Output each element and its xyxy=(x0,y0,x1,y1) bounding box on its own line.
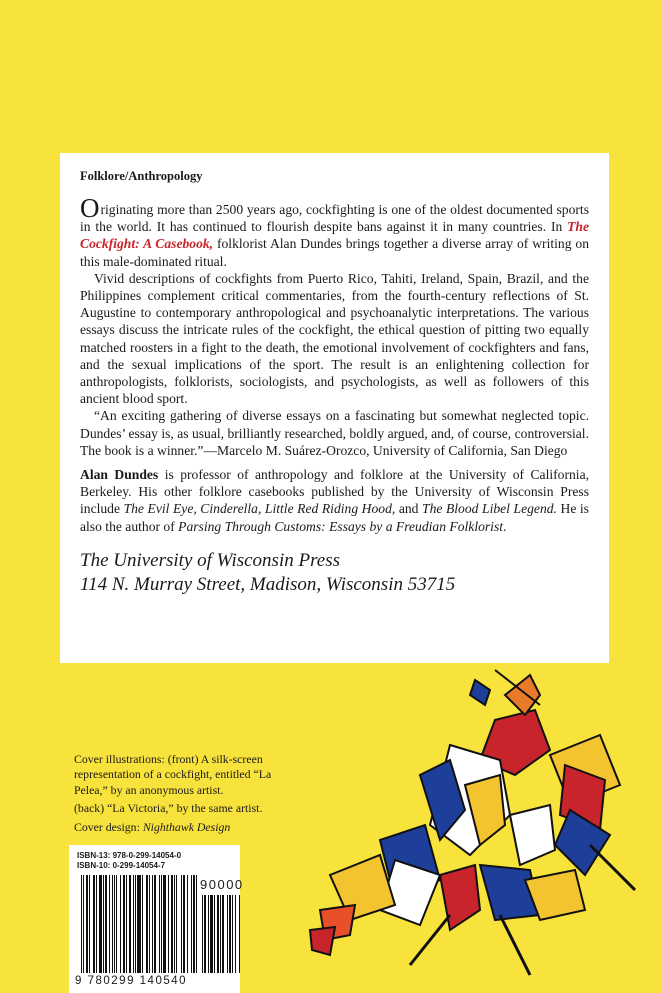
description-panel xyxy=(60,153,609,663)
barcode-bar xyxy=(103,875,104,973)
design-name: Nighthawk Design xyxy=(142,819,231,834)
barcode-bar xyxy=(96,875,97,973)
barcode-bar xyxy=(187,875,188,973)
barcode-bar xyxy=(183,875,185,973)
bio-text: is professor of anthropology and folklore at the University of California, Berkeley. His other folklore casebooks published by the University of Wisconsin Press include xyxy=(80,467,589,517)
front-illustration-credit: Cover illustrations: (front) A silk-screen representation of a cockfight, entitled “La Pelea,” by an anonymous artist. xyxy=(74,752,272,797)
barcode-bar xyxy=(83,875,84,973)
barcode-bar xyxy=(123,875,125,973)
barcode-bar xyxy=(163,875,166,973)
bio-title: The Blood Libel Legend. xyxy=(422,501,557,517)
bio-text: and xyxy=(395,501,423,517)
book-title: The Cockfight: A Casebook, xyxy=(80,219,589,252)
isbn-10: ISBN-10: 0-299-14054-7 xyxy=(77,861,166,870)
barcode-bar xyxy=(154,875,156,973)
barcode-bar xyxy=(208,895,209,973)
barcode-bar xyxy=(114,875,115,973)
barcode-bar xyxy=(112,875,113,973)
barcode-bar xyxy=(193,875,195,973)
barcode-bar xyxy=(168,875,169,973)
barcode-bar xyxy=(81,875,82,973)
barcode-bar xyxy=(191,875,192,973)
bio-text: He is also the author of xyxy=(80,501,589,534)
barcode-bar xyxy=(174,875,175,973)
barcode-bar xyxy=(135,875,136,973)
barcode-bar xyxy=(176,875,177,973)
publisher-name: The University of Wisconsin Press xyxy=(80,549,340,571)
barcode-digits: 9 780299 140540 xyxy=(75,975,188,987)
barcode-bar xyxy=(152,875,153,973)
author-bio xyxy=(80,466,589,535)
barcode-bar xyxy=(137,875,141,973)
intro-text: riginating more than 2500 years ago, cockfighting is one of the oldest documented sports in the world. It has continued to flourish despite bans against it in many countries. In xyxy=(80,202,589,235)
cover-credits xyxy=(74,752,304,838)
author-name: Alan Dundes xyxy=(80,467,159,483)
intro-paragraph xyxy=(80,193,589,270)
intro-text-end: folklorist Alan Dundes brings together a diverse array of writing on this male-dominated ritual. xyxy=(80,236,589,269)
barcode-graphic xyxy=(69,845,240,993)
review-quote: “An exciting gathering of diverse essays on a fascinating but somewhat neglected topic. Dundes’ essay is, as usual, brilliantly researched, boldly argued, and, of course, controversial. The book is a winner.”—Marcelo M. Suárez-Orozco, University of California, San Diego xyxy=(80,408,589,458)
barcode-bar xyxy=(196,875,197,973)
bio-text: . xyxy=(503,518,507,534)
barcode-bar xyxy=(93,875,95,973)
barcode-bar xyxy=(202,895,203,973)
barcode-bar xyxy=(120,875,121,973)
drop-cap: O xyxy=(80,193,100,223)
barcode-bar xyxy=(214,895,215,973)
barcode-bar xyxy=(239,895,240,973)
isbn-13: ISBN-13: 978-0-299-14054-0 xyxy=(77,851,182,860)
design-credit xyxy=(74,820,304,835)
barcode-bar xyxy=(129,875,131,973)
barcode-bar xyxy=(229,895,231,973)
barcode-bar xyxy=(142,875,143,973)
barcode-bar xyxy=(86,875,88,973)
barcode-bar xyxy=(149,875,150,973)
barcode-bar xyxy=(235,895,236,973)
barcode-bar xyxy=(116,875,117,973)
bio-title: The Evil Eye, Cinderella, Little Red Riding Hood, xyxy=(123,501,396,517)
price-bars xyxy=(202,895,240,973)
ean-bars xyxy=(81,875,197,973)
bio-title: Parsing Through Customs: Essays by a Freudian Folklorist xyxy=(178,518,504,534)
rooster-illustration xyxy=(300,665,640,993)
description-paragraph: Vivid descriptions of cockfights from Puerto Rico, Tahiti, Ireland, Spain, Brazil, and the Philippines complement critical commentaries, from the fourth-century reflections of St. Augustine to contemporary anthropological and psychoanalytic interpretations. The various essays discuss the intricate rules of the cockfight, the ethical question of pitting two equally matched roosters in a fight to the death, the emotional involvement of cockfighters and fans, and the sexual implications of the sport. The result is an enlightening collection for anthropologists, folklorists, sociologists, and psychologists, as well as followers of this ancient blood sport. xyxy=(80,270,589,407)
barcode-bar xyxy=(227,895,228,973)
barcode-bar xyxy=(210,895,213,973)
barcode-bar xyxy=(109,875,110,973)
barcode-bar xyxy=(181,875,182,973)
barcode-bar xyxy=(105,875,107,973)
barcode-bar xyxy=(146,875,148,973)
barcode-bar xyxy=(89,875,90,973)
price-digits: 90000 xyxy=(200,877,244,892)
barcode-bar xyxy=(171,875,173,973)
rooster-body xyxy=(310,670,635,975)
barcode-box xyxy=(69,845,244,993)
barcode-bar xyxy=(126,875,127,973)
barcode-bar xyxy=(159,875,160,973)
barcode-bar xyxy=(161,875,162,973)
barcode-bar xyxy=(99,875,102,973)
barcode-bar xyxy=(133,875,134,973)
design-label: Cover design: xyxy=(74,819,143,834)
barcode-bar xyxy=(222,895,224,973)
back-illustration-credit: (back) “La Victoria,” by the same artist. xyxy=(74,801,263,816)
barcode-bar xyxy=(217,895,219,973)
barcode-bar xyxy=(232,895,233,973)
barcode-bar xyxy=(220,895,221,973)
publisher-block xyxy=(80,549,589,597)
category-label: Folklore/Anthropology xyxy=(80,169,203,183)
barcode-bar xyxy=(204,895,206,973)
publisher-address: 114 N. Murray Street, Madison, Wisconsin 53715 xyxy=(80,573,456,595)
